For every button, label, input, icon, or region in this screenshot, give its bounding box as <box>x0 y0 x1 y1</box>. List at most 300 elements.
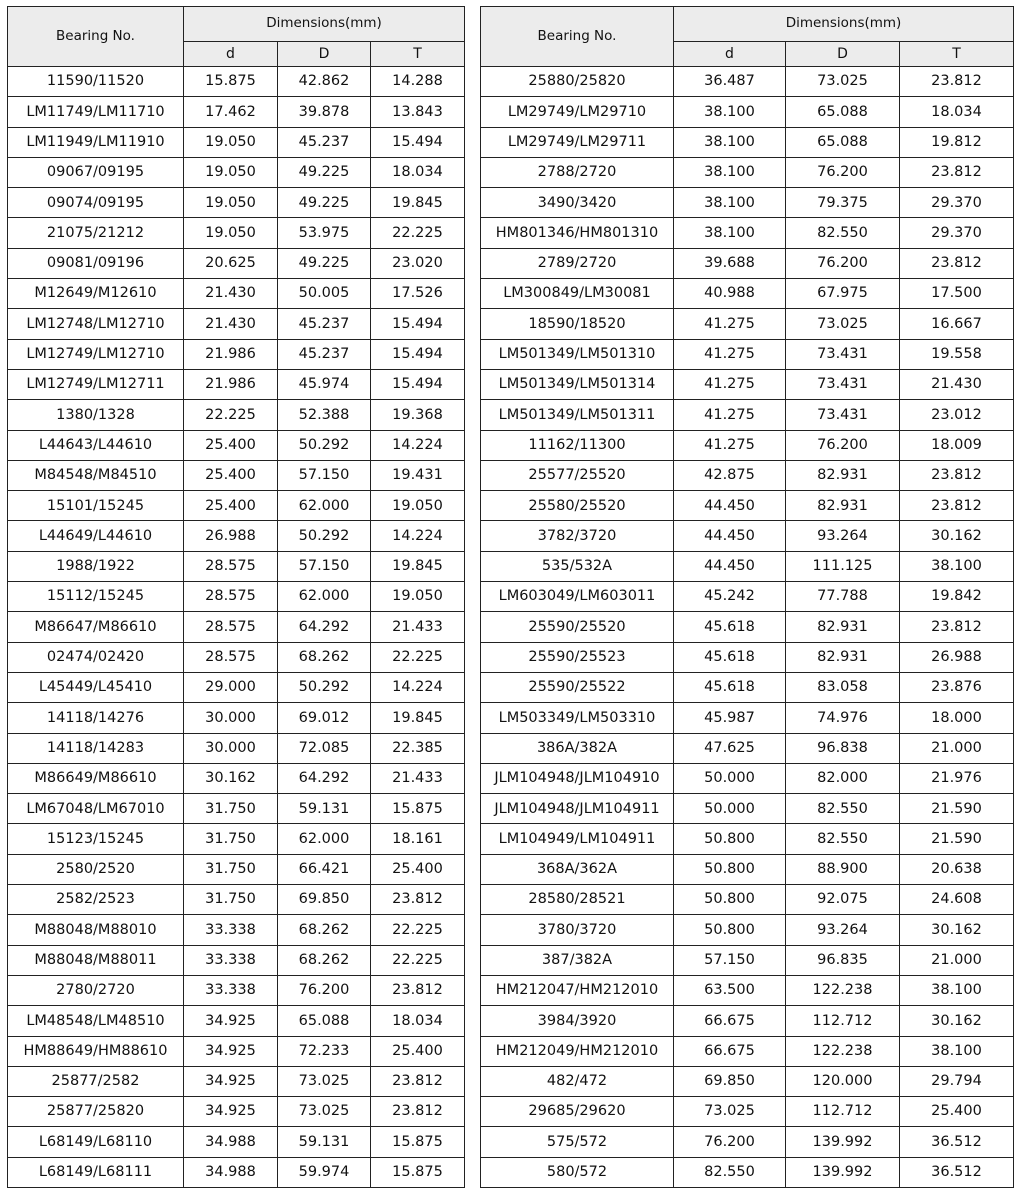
cell-bearing-no: LM29749/LM29710 <box>481 97 674 127</box>
cell-d: 33.338 <box>184 975 278 1005</box>
cell-d: 25.400 <box>184 460 278 490</box>
cell-bearing-no: 25590/25523 <box>481 642 674 672</box>
table-row <box>8 1036 465 1066</box>
cell-bearing-no: LM67048/LM67010 <box>8 794 184 824</box>
table-row <box>8 915 465 945</box>
table-row <box>481 733 1014 763</box>
cell-D: 111.125 <box>786 551 900 581</box>
cell-bearing-no: M88048/M88011 <box>8 945 184 975</box>
cell-D: 62.000 <box>278 582 371 612</box>
cell-T: 19.558 <box>900 339 1014 369</box>
cell-D: 88.900 <box>786 854 900 884</box>
cell-T: 21.000 <box>900 945 1014 975</box>
cell-d: 31.750 <box>184 885 278 915</box>
cell-T: 18.034 <box>371 157 465 187</box>
cell-bearing-no: 3490/3420 <box>481 188 674 218</box>
cell-bearing-no: 1988/1922 <box>8 551 184 581</box>
table-row <box>481 824 1014 854</box>
table-row <box>8 824 465 854</box>
table-row <box>481 248 1014 278</box>
table-row <box>481 339 1014 369</box>
cell-bearing-no: L45449/L45410 <box>8 672 184 702</box>
cell-D: 59.974 <box>278 1157 371 1187</box>
cell-bearing-no: LM12749/LM12710 <box>8 339 184 369</box>
table-row <box>481 67 1014 97</box>
cell-d: 76.200 <box>674 1127 786 1157</box>
cell-D: 96.835 <box>786 945 900 975</box>
cell-D: 66.421 <box>278 854 371 884</box>
table-row <box>8 97 465 127</box>
cell-D: 73.431 <box>786 400 900 430</box>
cell-d: 15.875 <box>184 67 278 97</box>
cell-T: 19.050 <box>371 582 465 612</box>
cell-bearing-no: LM300849/LM30081 <box>481 279 674 309</box>
cell-D: 112.712 <box>786 1097 900 1127</box>
cell-d: 45.987 <box>674 703 786 733</box>
cell-D: 62.000 <box>278 491 371 521</box>
cell-T: 23.020 <box>371 248 465 278</box>
table-row <box>8 582 465 612</box>
cell-bearing-no: 18590/18520 <box>481 309 674 339</box>
table-row <box>481 975 1014 1005</box>
cell-bearing-no: JLM104948/JLM104910 <box>481 763 674 793</box>
cell-d: 30.162 <box>184 763 278 793</box>
cell-D: 73.025 <box>278 1097 371 1127</box>
cell-D: 69.850 <box>278 885 371 915</box>
cell-D: 45.974 <box>278 369 371 399</box>
header-D-outer: D <box>786 42 900 67</box>
table-row <box>8 1066 465 1096</box>
cell-d: 66.675 <box>674 1036 786 1066</box>
table-row <box>481 794 1014 824</box>
cell-T: 25.400 <box>371 854 465 884</box>
cell-d: 34.988 <box>184 1157 278 1187</box>
cell-d: 57.150 <box>674 945 786 975</box>
cell-d: 36.487 <box>674 67 786 97</box>
table-row <box>8 975 465 1005</box>
cell-bearing-no: 3984/3920 <box>481 1006 674 1036</box>
cell-d: 45.618 <box>674 612 786 642</box>
cell-T: 25.400 <box>900 1097 1014 1127</box>
table-row <box>481 612 1014 642</box>
cell-D: 139.992 <box>786 1127 900 1157</box>
cell-d: 82.550 <box>674 1157 786 1187</box>
cell-T: 22.225 <box>371 642 465 672</box>
table-row <box>481 430 1014 460</box>
cell-T: 23.812 <box>371 1066 465 1096</box>
cell-bearing-no: 25877/25820 <box>8 1097 184 1127</box>
cell-bearing-no: LM11949/LM11910 <box>8 127 184 157</box>
table-row <box>481 885 1014 915</box>
cell-d: 21.986 <box>184 339 278 369</box>
cell-D: 77.788 <box>786 582 900 612</box>
cell-d: 34.925 <box>184 1097 278 1127</box>
cell-D: 65.088 <box>786 97 900 127</box>
cell-d: 33.338 <box>184 915 278 945</box>
cell-d: 34.925 <box>184 1006 278 1036</box>
cell-T: 23.812 <box>900 491 1014 521</box>
cell-D: 74.976 <box>786 703 900 733</box>
cell-d: 28.575 <box>184 551 278 581</box>
cell-T: 22.385 <box>371 733 465 763</box>
cell-bearing-no: M84548/M84510 <box>8 460 184 490</box>
cell-d: 41.275 <box>674 430 786 460</box>
cell-D: 52.388 <box>278 400 371 430</box>
cell-bearing-no: 15123/15245 <box>8 824 184 854</box>
table-row <box>8 400 465 430</box>
table-row <box>8 945 465 975</box>
table-row <box>8 551 465 581</box>
cell-T: 17.500 <box>900 279 1014 309</box>
cell-T: 18.009 <box>900 430 1014 460</box>
cell-d: 47.625 <box>674 733 786 763</box>
cell-d: 21.430 <box>184 279 278 309</box>
table-row <box>481 218 1014 248</box>
cell-bearing-no: 368A/362A <box>481 854 674 884</box>
table-row <box>8 67 465 97</box>
cell-d: 31.750 <box>184 794 278 824</box>
cell-D: 57.150 <box>278 551 371 581</box>
cell-D: 82.931 <box>786 460 900 490</box>
cell-T: 19.050 <box>371 491 465 521</box>
cell-D: 72.233 <box>278 1036 371 1066</box>
cell-D: 93.264 <box>786 521 900 551</box>
cell-d: 34.988 <box>184 1127 278 1157</box>
cell-T: 19.368 <box>371 400 465 430</box>
cell-D: 45.237 <box>278 309 371 339</box>
cell-T: 19.845 <box>371 703 465 733</box>
cell-D: 68.262 <box>278 945 371 975</box>
cell-D: 57.150 <box>278 460 371 490</box>
table-body-right <box>481 67 1014 1188</box>
cell-D: 65.088 <box>278 1006 371 1036</box>
table-row <box>8 339 465 369</box>
cell-bearing-no: 11590/11520 <box>8 67 184 97</box>
cell-T: 15.875 <box>371 1157 465 1187</box>
table-row <box>8 854 465 884</box>
cell-bearing-no: 25877/2582 <box>8 1066 184 1096</box>
cell-bearing-no: HM212049/HM212010 <box>481 1036 674 1066</box>
cell-d: 28.575 <box>184 582 278 612</box>
cell-T: 22.225 <box>371 218 465 248</box>
table-row <box>481 279 1014 309</box>
cell-D: 62.000 <box>278 824 371 854</box>
cell-bearing-no: 02474/02420 <box>8 642 184 672</box>
table-row <box>481 642 1014 672</box>
cell-T: 18.034 <box>371 1006 465 1036</box>
cell-T: 15.494 <box>371 127 465 157</box>
cell-T: 25.400 <box>371 1036 465 1066</box>
cell-T: 38.100 <box>900 551 1014 581</box>
cell-T: 24.608 <box>900 885 1014 915</box>
cell-d: 19.050 <box>184 218 278 248</box>
table-row <box>8 491 465 521</box>
cell-D: 73.431 <box>786 369 900 399</box>
cell-bearing-no: HM88649/HM88610 <box>8 1036 184 1066</box>
cell-D: 82.550 <box>786 218 900 248</box>
table-row <box>481 1097 1014 1127</box>
cell-d: 25.400 <box>184 430 278 460</box>
cell-D: 65.088 <box>786 127 900 157</box>
cell-D: 59.131 <box>278 794 371 824</box>
cell-T: 23.812 <box>371 1097 465 1127</box>
cell-d: 50.800 <box>674 854 786 884</box>
cell-T: 29.370 <box>900 218 1014 248</box>
cell-bearing-no: 2580/2520 <box>8 854 184 884</box>
cell-T: 23.012 <box>900 400 1014 430</box>
cell-T: 15.494 <box>371 369 465 399</box>
cell-bearing-no: 28580/28521 <box>481 885 674 915</box>
cell-D: 82.931 <box>786 612 900 642</box>
cell-T: 14.288 <box>371 67 465 97</box>
cell-bearing-no: 580/572 <box>481 1157 674 1187</box>
table-row <box>481 97 1014 127</box>
cell-bearing-no: 3780/3720 <box>481 915 674 945</box>
cell-D: 39.878 <box>278 97 371 127</box>
cell-d: 40.988 <box>674 279 786 309</box>
bearing-table-left <box>7 6 465 1188</box>
cell-T: 29.370 <box>900 188 1014 218</box>
cell-T: 19.842 <box>900 582 1014 612</box>
cell-bearing-no: 387/382A <box>481 945 674 975</box>
cell-T: 21.976 <box>900 763 1014 793</box>
cell-T: 36.512 <box>900 1157 1014 1187</box>
cell-bearing-no: 29685/29620 <box>481 1097 674 1127</box>
table-row <box>8 1097 465 1127</box>
cell-D: 50.292 <box>278 430 371 460</box>
cell-bearing-no: LM501349/LM501311 <box>481 400 674 430</box>
cell-T: 23.812 <box>900 612 1014 642</box>
cell-bearing-no: 09074/09195 <box>8 188 184 218</box>
table-row <box>8 279 465 309</box>
cell-D: 50.005 <box>278 279 371 309</box>
cell-d: 21.430 <box>184 309 278 339</box>
table-row <box>8 430 465 460</box>
table-row <box>481 1006 1014 1036</box>
cell-bearing-no: 25880/25820 <box>481 67 674 97</box>
cell-bearing-no: 386A/382A <box>481 733 674 763</box>
table-row <box>8 309 465 339</box>
cell-bearing-no: HM212047/HM212010 <box>481 975 674 1005</box>
cell-bearing-no: LM29749/LM29711 <box>481 127 674 157</box>
cell-D: 45.237 <box>278 127 371 157</box>
cell-bearing-no: LM501349/LM501314 <box>481 369 674 399</box>
cell-T: 14.224 <box>371 430 465 460</box>
cell-D: 64.292 <box>278 763 371 793</box>
cell-bearing-no: 1380/1328 <box>8 400 184 430</box>
table-row <box>8 642 465 672</box>
cell-D: 49.225 <box>278 157 371 187</box>
header-T-width: T <box>371 42 465 67</box>
cell-d: 38.100 <box>674 97 786 127</box>
cell-bearing-no: LM12748/LM12710 <box>8 309 184 339</box>
cell-bearing-no: 14118/14283 <box>8 733 184 763</box>
cell-T: 19.431 <box>371 460 465 490</box>
cell-T: 22.225 <box>371 945 465 975</box>
cell-D: 73.025 <box>786 67 900 97</box>
cell-D: 96.838 <box>786 733 900 763</box>
table-row <box>8 733 465 763</box>
cell-d: 50.000 <box>674 794 786 824</box>
cell-d: 19.050 <box>184 127 278 157</box>
cell-D: 79.375 <box>786 188 900 218</box>
table-row <box>8 672 465 702</box>
cell-d: 19.050 <box>184 188 278 218</box>
cell-bearing-no: 25590/25522 <box>481 672 674 702</box>
cell-D: 49.225 <box>278 188 371 218</box>
cell-D: 92.075 <box>786 885 900 915</box>
cell-d: 30.000 <box>184 733 278 763</box>
cell-bearing-no: M88048/M88010 <box>8 915 184 945</box>
table-row <box>8 188 465 218</box>
cell-D: 68.262 <box>278 642 371 672</box>
cell-d: 31.750 <box>184 824 278 854</box>
header-dimensions: Dimensions(mm) <box>184 7 465 42</box>
cell-d: 19.050 <box>184 157 278 187</box>
table-row <box>481 521 1014 551</box>
cell-d: 50.800 <box>674 885 786 915</box>
cell-D: 93.264 <box>786 915 900 945</box>
cell-bearing-no: 09067/09195 <box>8 157 184 187</box>
cell-d: 45.618 <box>674 672 786 702</box>
cell-bearing-no: 25577/25520 <box>481 460 674 490</box>
cell-d: 29.000 <box>184 672 278 702</box>
cell-T: 17.526 <box>371 279 465 309</box>
cell-bearing-no: 09081/09196 <box>8 248 184 278</box>
cell-d: 45.618 <box>674 642 786 672</box>
cell-d: 38.100 <box>674 218 786 248</box>
table-row <box>481 582 1014 612</box>
cell-T: 21.433 <box>371 763 465 793</box>
cell-D: 76.200 <box>278 975 371 1005</box>
bearing-table-right <box>480 6 1014 1188</box>
cell-d: 38.100 <box>674 157 786 187</box>
table-row <box>481 460 1014 490</box>
cell-bearing-no: 3782/3720 <box>481 521 674 551</box>
cell-d: 28.575 <box>184 612 278 642</box>
cell-d: 38.100 <box>674 188 786 218</box>
cell-D: 73.025 <box>786 309 900 339</box>
cell-D: 53.975 <box>278 218 371 248</box>
cell-bearing-no: 25590/25520 <box>481 612 674 642</box>
table-row <box>8 612 465 642</box>
cell-D: 82.000 <box>786 763 900 793</box>
cell-T: 26.988 <box>900 642 1014 672</box>
cell-bearing-no: M86647/M86610 <box>8 612 184 642</box>
header-d-inner: d <box>184 42 278 67</box>
cell-T: 19.845 <box>371 551 465 581</box>
cell-D: 122.238 <box>786 975 900 1005</box>
cell-T: 19.845 <box>371 188 465 218</box>
cell-bearing-no: 21075/21212 <box>8 218 184 248</box>
cell-d: 44.450 <box>674 551 786 581</box>
cell-D: 64.292 <box>278 612 371 642</box>
cell-D: 120.000 <box>786 1066 900 1096</box>
cell-T: 36.512 <box>900 1127 1014 1157</box>
cell-bearing-no: 15101/15245 <box>8 491 184 521</box>
table-row <box>481 400 1014 430</box>
cell-d: 73.025 <box>674 1097 786 1127</box>
cell-bearing-no: 15112/15245 <box>8 582 184 612</box>
cell-T: 18.034 <box>900 97 1014 127</box>
table-row <box>481 127 1014 157</box>
cell-bearing-no: HM801346/HM801310 <box>481 218 674 248</box>
cell-bearing-no: L44643/L44610 <box>8 430 184 460</box>
cell-T: 30.162 <box>900 915 1014 945</box>
cell-d: 25.400 <box>184 491 278 521</box>
cell-bearing-no: LM48548/LM48510 <box>8 1006 184 1036</box>
cell-D: 76.200 <box>786 430 900 460</box>
cell-T: 18.000 <box>900 703 1014 733</box>
cell-bearing-no: M86649/M86610 <box>8 763 184 793</box>
table-body-left <box>8 67 465 1188</box>
cell-D: 82.550 <box>786 824 900 854</box>
cell-T: 15.875 <box>371 1127 465 1157</box>
cell-bearing-no: L44649/L44610 <box>8 521 184 551</box>
header-dimensions: Dimensions(mm) <box>674 7 1014 42</box>
cell-D: 72.085 <box>278 733 371 763</box>
cell-T: 23.812 <box>900 248 1014 278</box>
cell-bearing-no: 14118/14276 <box>8 703 184 733</box>
cell-d: 31.750 <box>184 854 278 884</box>
cell-D: 68.262 <box>278 915 371 945</box>
cell-T: 19.812 <box>900 127 1014 157</box>
cell-bearing-no: 2582/2523 <box>8 885 184 915</box>
cell-T: 23.812 <box>371 885 465 915</box>
cell-T: 23.812 <box>900 157 1014 187</box>
table-row <box>8 794 465 824</box>
cell-T: 20.638 <box>900 854 1014 884</box>
cell-D: 67.975 <box>786 279 900 309</box>
cell-T: 18.161 <box>371 824 465 854</box>
cell-T: 21.590 <box>900 794 1014 824</box>
cell-T: 23.876 <box>900 672 1014 702</box>
cell-T: 13.843 <box>371 97 465 127</box>
cell-bearing-no: LM104949/LM104911 <box>481 824 674 854</box>
cell-T: 30.162 <box>900 1006 1014 1036</box>
cell-T: 23.812 <box>900 67 1014 97</box>
header-bearing-no: Bearing No. <box>481 7 674 67</box>
cell-bearing-no: 2788/2720 <box>481 157 674 187</box>
cell-T: 23.812 <box>371 975 465 1005</box>
cell-T: 16.667 <box>900 309 1014 339</box>
header-bearing-no: Bearing No. <box>8 7 184 67</box>
cell-d: 41.275 <box>674 309 786 339</box>
cell-T: 30.162 <box>900 521 1014 551</box>
cell-T: 14.224 <box>371 521 465 551</box>
cell-D: 50.292 <box>278 672 371 702</box>
table-row <box>481 491 1014 521</box>
table-row <box>481 551 1014 581</box>
table-row <box>481 854 1014 884</box>
cell-bearing-no: LM12749/LM12711 <box>8 369 184 399</box>
cell-d: 63.500 <box>674 975 786 1005</box>
table-row <box>8 460 465 490</box>
cell-D: 59.131 <box>278 1127 371 1157</box>
cell-d: 20.625 <box>184 248 278 278</box>
table-row <box>481 369 1014 399</box>
table-row <box>481 1036 1014 1066</box>
cell-d: 39.688 <box>674 248 786 278</box>
cell-bearing-no: 575/572 <box>481 1127 674 1157</box>
table-row <box>481 188 1014 218</box>
table-row <box>481 945 1014 975</box>
cell-D: 76.200 <box>786 157 900 187</box>
cell-bearing-no: L68149/L68110 <box>8 1127 184 1157</box>
cell-T: 14.224 <box>371 672 465 702</box>
table-row <box>8 218 465 248</box>
cell-D: 50.292 <box>278 521 371 551</box>
